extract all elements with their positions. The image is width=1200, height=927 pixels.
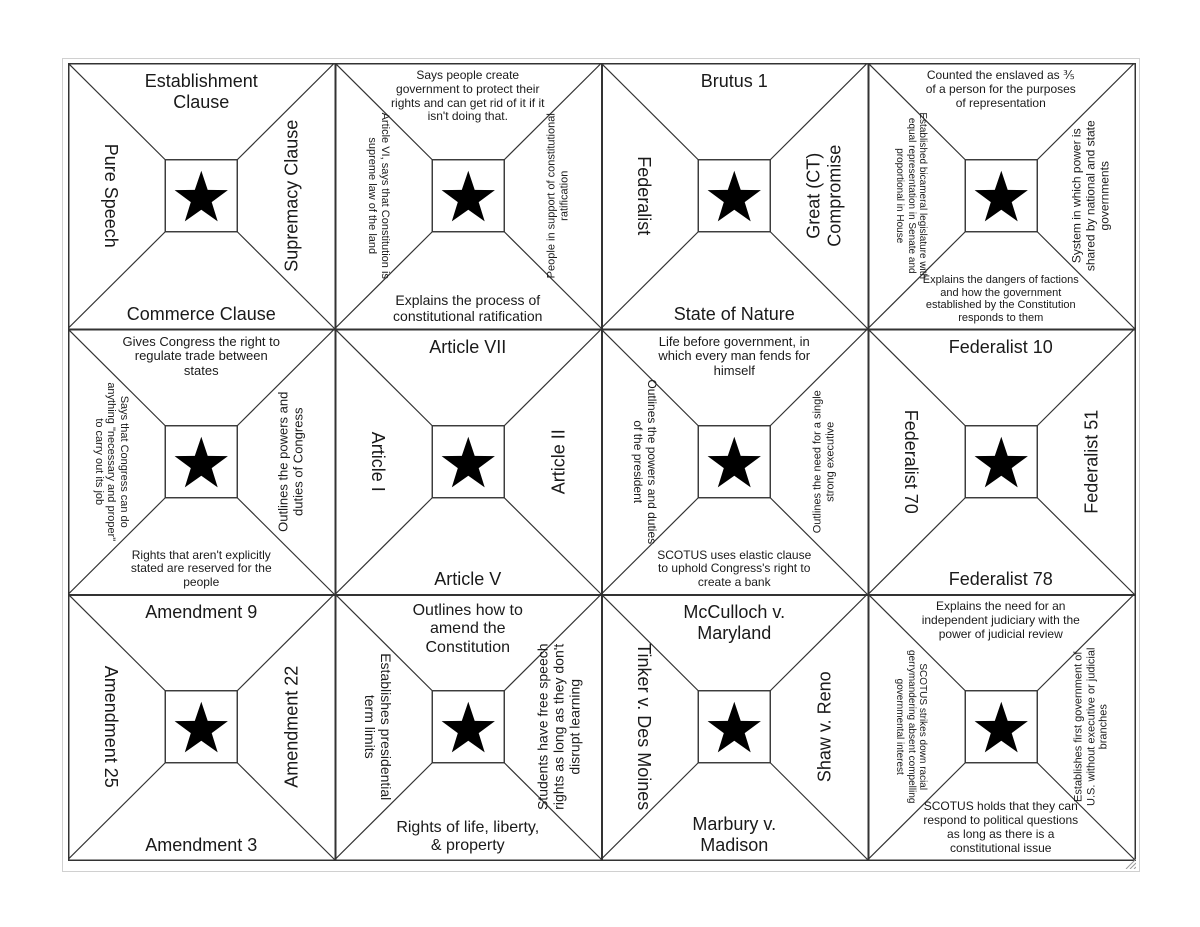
piece-left-text: Federalist 70: [900, 409, 921, 514]
piece-left-text: Establishes presidential term limits: [361, 653, 394, 801]
piece-left-text: Amendment 25: [101, 665, 122, 788]
piece-bottom-text: Article V: [434, 569, 502, 590]
piece-top-text: Gives Congress the right to regulate trade between states: [122, 333, 281, 379]
piece-top-text: Explains the need for an independent judiciary with the power of judicial review: [921, 599, 1080, 641]
piece-right-text: People in support of constitutional ratification: [545, 113, 570, 279]
piece-left-text: Article I: [367, 431, 388, 492]
puzzle-piece: [868, 594, 1135, 860]
piece-top-text: Outlines how to amend the Constitution: [412, 602, 523, 656]
piece-right-text: Article II: [547, 428, 568, 494]
puzzle-piece: [601, 63, 868, 329]
piece-left-text: Federalist: [634, 156, 655, 236]
piece-bottom-text: Explains the process of constitutional ratification: [393, 292, 543, 325]
piece-bottom-text: Rights of life, liberty, & property: [396, 818, 540, 855]
puzzle-piece: [335, 329, 602, 595]
piece-right-text: System in which power is shared by national and state governments: [1069, 120, 1111, 272]
piece-right-text: Establishes first government of U.S. without executive or judicial branches: [1072, 647, 1110, 806]
piece-left-text: Established bicameral legislature with equal representation in Senate and proportional in House: [893, 112, 928, 280]
piece-top-text: Says people create government to protect their rights and can get rid of it if it isn't doing that.: [391, 68, 545, 124]
piece-left-text: Pure Speech: [101, 143, 122, 248]
piece-top-text: Article VII: [429, 336, 507, 357]
puzzle-piece: [868, 63, 1135, 329]
puzzle-piece: [68, 594, 335, 860]
piece-top-text: Federalist 10: [948, 336, 1053, 357]
piece-top-text: Counted the enslaved as ⅗ of a person for the purposes of representation: [925, 68, 1076, 110]
puzzle-piece: [335, 594, 602, 860]
piece-top-text: Life before government, in which every man fends for himself: [658, 333, 811, 379]
resize-grip-icon[interactable]: [1124, 857, 1136, 869]
piece-top-text: Amendment 9: [145, 602, 258, 622]
piece-bottom-text: Commerce Clause: [126, 303, 276, 324]
piece-right-text: Outlines the powers and duties of Congress: [275, 391, 306, 532]
piece-right-text: Great (CT) Compromise: [803, 144, 845, 247]
puzzle-piece: [68, 329, 335, 595]
piece-bottom-text: Marbury v. Madison: [692, 814, 777, 855]
piece-top-text: Brutus 1: [700, 71, 768, 91]
piece-top-text: McCulloch v. Maryland: [683, 602, 786, 643]
puzzle-piece: [335, 63, 602, 329]
piece-left-text: Article VI, says that Constitution is supreme law of the land: [365, 112, 391, 279]
piece-left-text: SCOTUS strikes down racial gerrymandering absent compelling governmental interest: [893, 650, 928, 804]
piece-right-text: Students have free speech rights as long as they don't disrupt learning: [533, 643, 583, 811]
piece-left-text: Says that Congress can do anything "necessary and proper" to carry out its job: [92, 381, 130, 541]
piece-right-text: Shaw v. Reno: [814, 671, 835, 783]
piece-bottom-text: Rights that aren't explicitly stated are reserved for the people: [130, 547, 272, 590]
piece-bottom-text: Federalist 78: [948, 569, 1053, 590]
piece-bottom-text: SCOTUS holds that they can respond to political questions as long as there is a constitutional issue: [923, 799, 1079, 855]
piece-right-text: Federalist 51: [1080, 409, 1101, 514]
piece-bottom-text: State of Nature: [673, 303, 795, 324]
piece-bottom-text: SCOTUS uses elastic clause to uphold Congress's right to create a bank: [657, 547, 812, 590]
piece-bottom-text: Explains the dangers of factions and how the government established by the Constitution responds to them: [922, 273, 1079, 324]
piece-bottom-text: Amendment 3: [145, 834, 258, 855]
piece-top-text: Establishment Clause: [144, 71, 258, 112]
piece-left-text: Outlines the powers and duties of the president: [631, 378, 659, 544]
piece-right-text: Amendment 22: [281, 665, 302, 788]
puzzle-piece: [868, 329, 1135, 595]
puzzle-piece: [601, 594, 868, 860]
piece-right-text: Outlines the need for a single strong executive: [811, 389, 837, 533]
piece-right-text: Supremacy Clause: [281, 119, 302, 272]
puzzle-piece: [601, 329, 868, 595]
puzzle-piece: [68, 63, 335, 329]
piece-left-text: Tinker v. Des Moines: [634, 643, 655, 811]
